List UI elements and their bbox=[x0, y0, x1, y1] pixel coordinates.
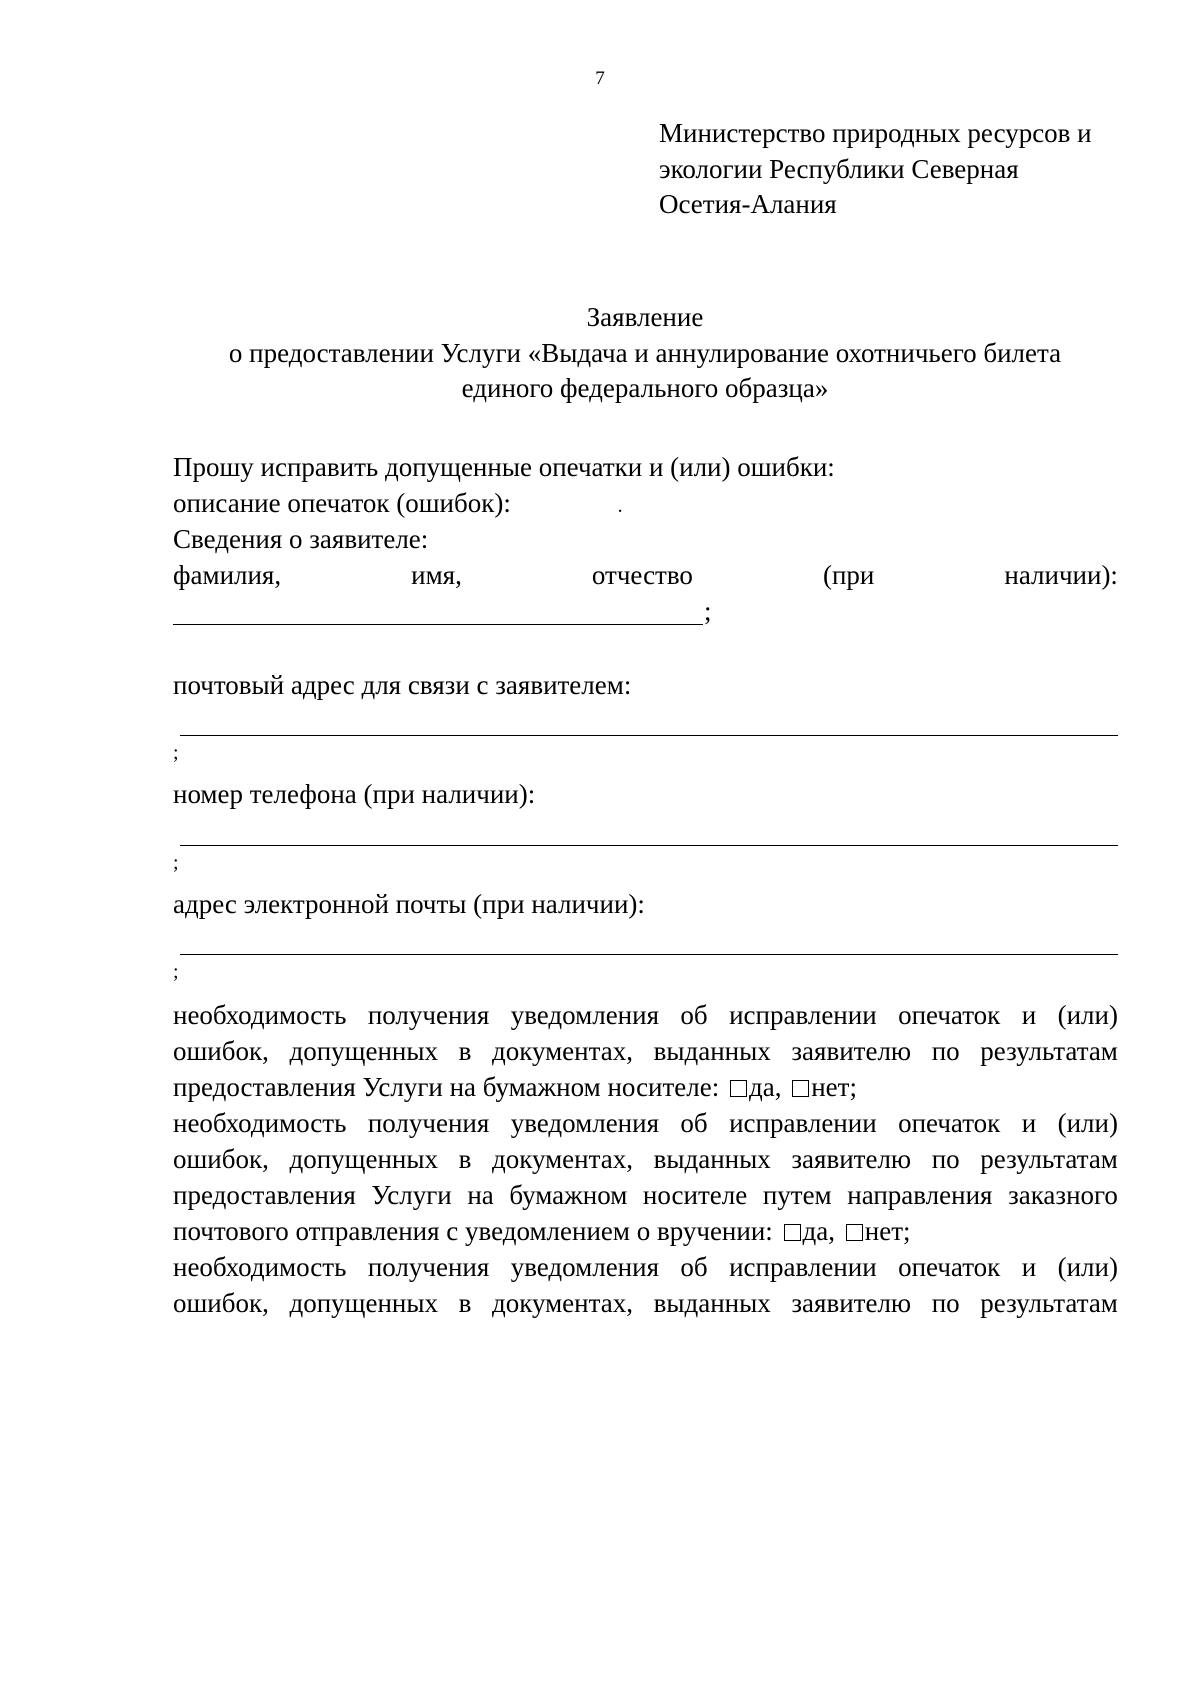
fio-input-line[interactable] bbox=[173, 624, 703, 625]
word: получения bbox=[367, 1252, 490, 1282]
addressee-line: экологии Республики Северная bbox=[659, 153, 1019, 184]
applicant-header: Сведения о заявителе: bbox=[173, 524, 429, 554]
fio-word: фамилия, bbox=[173, 560, 282, 590]
word: необходимость bbox=[173, 1252, 347, 1282]
email-input-line[interactable] bbox=[180, 954, 1118, 955]
yes-label: да, bbox=[749, 1072, 782, 1102]
postal-label: почтовый адрес для связи с заявителем: bbox=[173, 670, 632, 700]
word: результатам bbox=[980, 1288, 1118, 1318]
notice1-line bbox=[173, 998, 1118, 1032]
word: ошибок, bbox=[173, 1288, 269, 1318]
word: заявителю bbox=[791, 1288, 912, 1318]
notice2-line bbox=[173, 1142, 1118, 1176]
notice1-yes-checkbox[interactable] bbox=[730, 1080, 747, 1097]
fio-semicolon: ; bbox=[704, 596, 712, 626]
addressee-line: Министерство природных ресурсов и bbox=[659, 118, 1092, 148]
word: выданных bbox=[653, 1036, 771, 1066]
no-label: нет; bbox=[811, 1072, 857, 1102]
word: документах, bbox=[491, 1288, 633, 1318]
word: по bbox=[931, 1288, 960, 1318]
word: на bbox=[467, 1180, 494, 1210]
word: и bbox=[1021, 1252, 1037, 1282]
word: об bbox=[680, 1000, 708, 1030]
notice1-line bbox=[173, 1034, 1118, 1068]
word: исправлении bbox=[729, 1108, 877, 1138]
word: результатам bbox=[980, 1036, 1118, 1066]
fio-word: (при bbox=[822, 560, 875, 590]
word: в bbox=[458, 1036, 472, 1066]
word: получения bbox=[367, 1108, 490, 1138]
word: (или) bbox=[1057, 1000, 1118, 1030]
word: исправлении bbox=[729, 1000, 877, 1030]
notice1-last-line bbox=[173, 1070, 1118, 1104]
errors-description-field[interactable]: . bbox=[617, 495, 623, 517]
addressee-block bbox=[659, 116, 1139, 223]
phone-semicolon: ; bbox=[173, 852, 179, 874]
notice2-no-checkbox[interactable] bbox=[846, 1224, 863, 1241]
word: по bbox=[931, 1036, 960, 1066]
notice2-line bbox=[173, 1106, 1118, 1140]
word: допущенных bbox=[289, 1144, 438, 1174]
notice2-text: почтового отправления с уведомлением о вручении: bbox=[173, 1216, 773, 1246]
word: Услуги bbox=[371, 1180, 452, 1210]
word: и bbox=[1021, 1000, 1037, 1030]
word: необходимость bbox=[173, 1108, 347, 1138]
word: опечаток bbox=[898, 1108, 1001, 1138]
word: получения bbox=[367, 1000, 490, 1030]
errors-description-line bbox=[173, 486, 1118, 523]
word: ошибок, bbox=[173, 1036, 269, 1066]
word: выданных bbox=[653, 1144, 771, 1174]
word: документах, bbox=[491, 1036, 633, 1066]
phone-label: номер телефона (при наличии): bbox=[173, 779, 536, 809]
fio-label-line bbox=[173, 558, 1118, 592]
word: заказного bbox=[1008, 1180, 1118, 1210]
errors-description-label: описание опечаток (ошибок): bbox=[173, 488, 511, 518]
fio-word: наличии): bbox=[1004, 560, 1118, 590]
notice1-no-checkbox[interactable] bbox=[792, 1080, 809, 1097]
email-semicolon: ; bbox=[173, 961, 179, 983]
word: заявителю bbox=[791, 1036, 912, 1066]
notice2-yes-checkbox[interactable] bbox=[784, 1224, 801, 1241]
fio-word: имя, bbox=[411, 560, 462, 590]
notice3-line bbox=[173, 1250, 1118, 1284]
addressee-line: Осетия-Алания bbox=[659, 189, 837, 219]
notice2-line bbox=[173, 1178, 1118, 1212]
word: по bbox=[931, 1144, 960, 1174]
phone-input-line[interactable] bbox=[180, 845, 1118, 846]
word: уведомления bbox=[510, 1108, 659, 1138]
word: и bbox=[1021, 1108, 1037, 1138]
word: допущенных bbox=[289, 1288, 438, 1318]
title-line: единого федерального образца» bbox=[461, 373, 829, 403]
page-number: 7 bbox=[595, 68, 605, 89]
word: документах, bbox=[491, 1144, 633, 1174]
title-line: о предоставлении Услуги «Выдача и аннулирование охотничьего билета bbox=[228, 337, 1062, 368]
postal-semicolon: ; bbox=[173, 742, 179, 764]
word: ошибок, bbox=[173, 1144, 269, 1174]
email-label: адрес электронной почты (при наличии): bbox=[173, 889, 645, 919]
no-label: нет; bbox=[864, 1216, 911, 1246]
word: заявителю bbox=[791, 1144, 912, 1174]
word: результатам bbox=[980, 1144, 1118, 1174]
word: об bbox=[680, 1252, 708, 1282]
word: опечаток bbox=[898, 1000, 1001, 1030]
word: предоставления bbox=[173, 1180, 356, 1210]
word: уведомления bbox=[510, 1252, 659, 1282]
notice1-text: предоставления Услуги на бумажном носителе: bbox=[173, 1072, 720, 1102]
word: направления bbox=[847, 1180, 993, 1210]
word: допущенных bbox=[289, 1036, 438, 1066]
word: в bbox=[458, 1288, 472, 1318]
notice3-line bbox=[173, 1286, 1118, 1320]
request-line: Прошу исправить допущенные опечатки и (или) ошибки: bbox=[173, 452, 835, 482]
word: необходимость bbox=[173, 1000, 347, 1030]
word: в bbox=[458, 1144, 472, 1174]
word: (или) bbox=[1057, 1252, 1118, 1282]
word: носителе bbox=[642, 1180, 748, 1210]
word: исправлении bbox=[729, 1252, 877, 1282]
yes-label: да, bbox=[802, 1216, 836, 1246]
fio-word: отчество bbox=[591, 560, 693, 590]
word: опечаток bbox=[898, 1252, 1001, 1282]
word: (или) bbox=[1057, 1108, 1118, 1138]
word: выданных bbox=[653, 1288, 771, 1318]
word: бумажном bbox=[509, 1180, 628, 1210]
document-title bbox=[160, 300, 1130, 407]
word: об bbox=[680, 1108, 708, 1138]
word: уведомления bbox=[510, 1000, 659, 1030]
notice2-last-line bbox=[173, 1214, 1118, 1248]
postal-input-line[interactable] bbox=[180, 735, 1118, 736]
word: путем bbox=[762, 1180, 832, 1210]
title-heading: Заявление bbox=[586, 302, 704, 332]
